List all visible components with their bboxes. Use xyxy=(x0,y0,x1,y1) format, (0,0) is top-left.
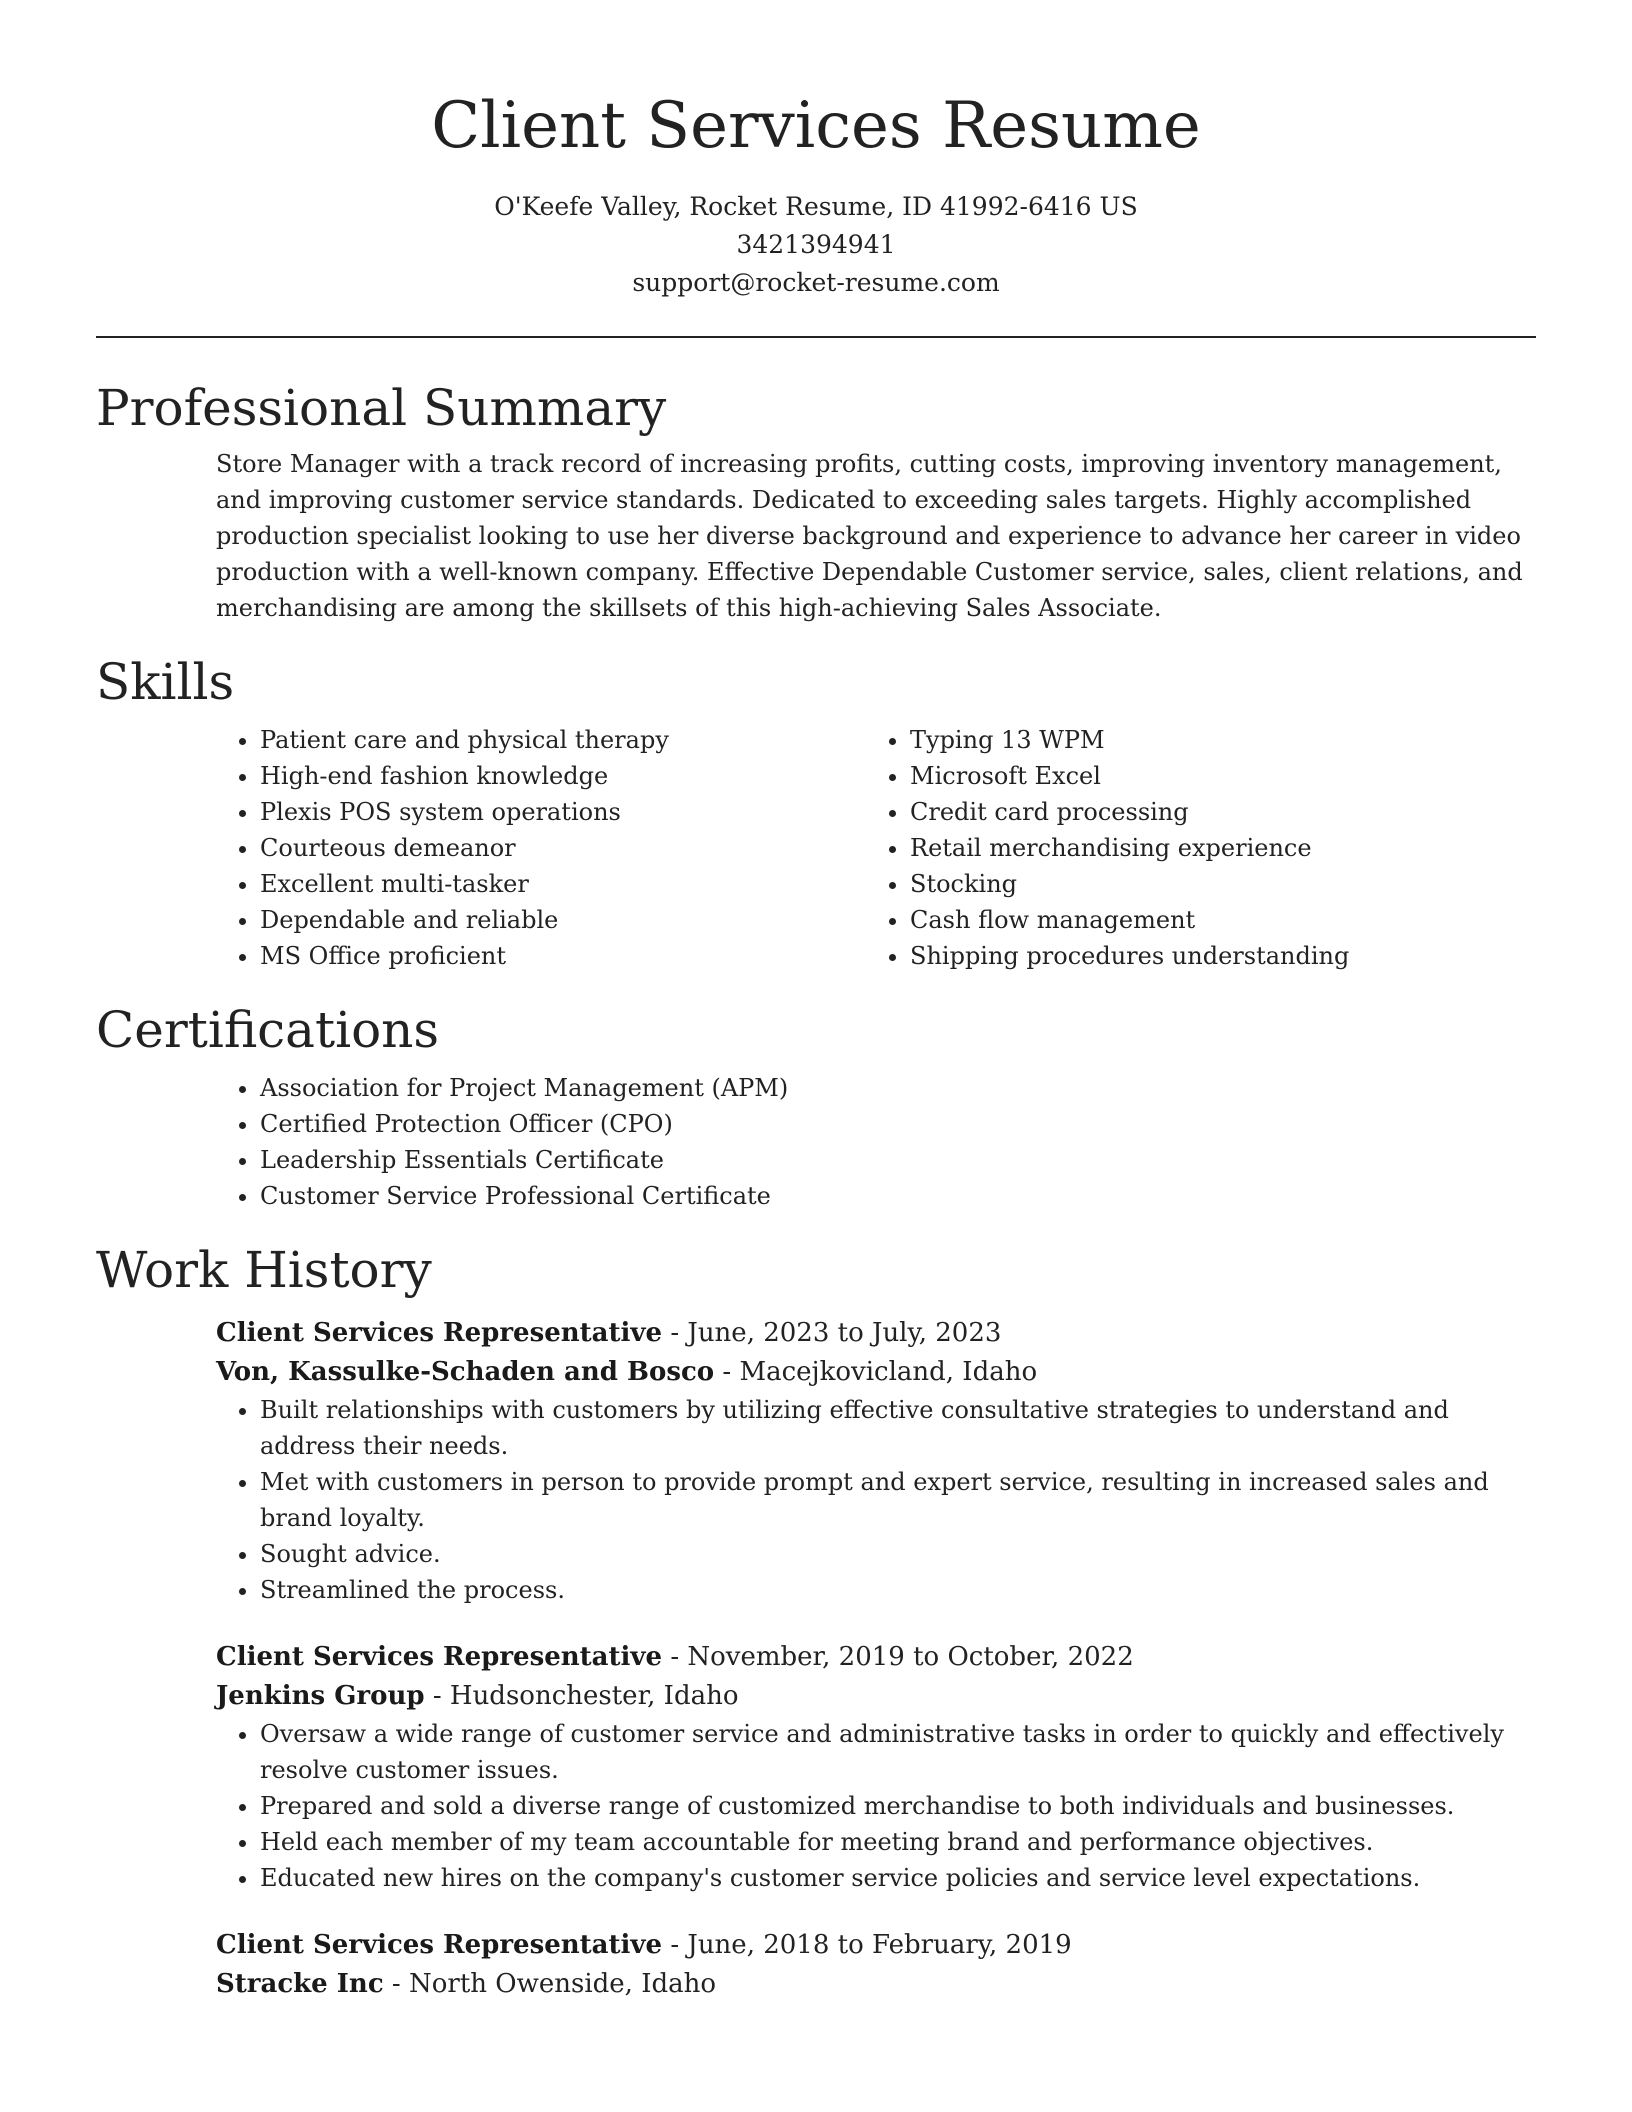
job-entry xyxy=(216,1638,1536,1896)
job-dates: June, 2023 to July, 2023 xyxy=(687,1318,1002,1348)
job-title-line: Client Services Representative - June, 2023 to July, 2023 xyxy=(216,1318,1002,1348)
certification-item: • Leadership Essentials Certificate xyxy=(260,1142,1536,1178)
skill-item: • MS Office proficient xyxy=(260,938,866,974)
section-title-work-history: Work History xyxy=(96,1241,432,1299)
job-bullet: • Met with customers in person to provide prompt and expert service, resulting in increased sales and brand loyalty. xyxy=(260,1464,1536,1536)
contact-phone: 3421394941 xyxy=(736,230,896,259)
skill-item: • Typing 13 WPM xyxy=(910,722,1516,758)
skill-item: • Cash flow management xyxy=(910,902,1516,938)
contact-block xyxy=(96,188,1536,302)
job-bullet: • Prepared and sold a diverse range of customized merchandise to both individuals and businesses. xyxy=(260,1788,1536,1824)
skill-item: • Shipping procedures understanding xyxy=(910,938,1516,974)
resume-title: Client Services Resume xyxy=(431,89,1201,163)
job-dates: June, 2018 to February, 2019 xyxy=(687,1930,1072,1960)
job-role: Client Services Representative xyxy=(216,1318,663,1348)
job-bullet: • Sought advice. xyxy=(260,1536,1536,1572)
skill-item: • Excellent multi-tasker xyxy=(260,866,866,902)
job-location: Hudsonchester, Idaho xyxy=(449,1681,739,1711)
job-bullet: • Streamlined the process. xyxy=(260,1572,1536,1608)
skill-item: • Stocking xyxy=(910,866,1516,902)
job-dates: November, 2019 to October, 2022 xyxy=(687,1642,1134,1672)
summary-text: Store Manager with a track record of increasing profits, cutting costs, improving inventory management, and improving customer service standards. Dedicated to exceeding sales targets. Highly accomplished production specialist looking to use her diverse background and experience to advance her career in video production with a well-known company. Effective Dependable Customer service, sales, client relations, and merchandising are among the skillsets of this high-achieving Sales Associate. xyxy=(216,450,1523,622)
skill-item: • Courteous demeanor xyxy=(260,830,866,866)
contact-address: O'Keefe Valley, Rocket Resume, ID 41992-6416 US xyxy=(494,192,1138,221)
certification-item: • Customer Service Professional Certificate xyxy=(260,1178,1536,1214)
skills-section xyxy=(96,652,1536,974)
contact-email: support@rocket-resume.com xyxy=(632,268,1000,297)
job-role: Client Services Representative xyxy=(216,1930,663,1960)
work-history-section xyxy=(96,1240,1536,2004)
job-company-line: Stracke Inc - North Owenside, Idaho xyxy=(216,1969,717,1999)
header-divider xyxy=(96,336,1536,338)
job-bullet: • Built relationships with customers by utilizing effective consultative strategies to understand and address their needs. xyxy=(260,1392,1536,1464)
skill-item: • Plexis POS system operations xyxy=(260,794,866,830)
job-location: Macejkovicland, Idaho xyxy=(739,1357,1038,1387)
job-bullets xyxy=(216,1716,1536,1896)
job-bullet: • Oversaw a wide range of customer service and administrative tasks in order to quickly and effectively resolve customer issues. xyxy=(260,1716,1536,1788)
certifications-list xyxy=(216,1070,1536,1214)
job-title-line: Client Services Representative - June, 2018 to February, 2019 xyxy=(216,1930,1072,1960)
job-entry xyxy=(216,1926,1536,2004)
skill-item: • Microsoft Excel xyxy=(910,758,1516,794)
skill-item: • Credit card processing xyxy=(910,794,1516,830)
job-entry xyxy=(216,1314,1536,1608)
skills-grid xyxy=(216,722,1536,974)
job-company: Stracke Inc xyxy=(216,1969,384,1999)
certification-item: • Association for Project Management (APM) xyxy=(260,1070,1536,1106)
professional-summary-section xyxy=(96,378,1536,626)
skill-item: • Dependable and reliable xyxy=(260,902,866,938)
job-title-line: Client Services Representative - November, 2019 to October, 2022 xyxy=(216,1642,1134,1672)
skill-item: • High-end fashion knowledge xyxy=(260,758,866,794)
certification-item: • Certified Protection Officer (CPO) xyxy=(260,1106,1536,1142)
skill-item: • Patient care and physical therapy xyxy=(260,722,866,758)
job-role: Client Services Representative xyxy=(216,1642,663,1672)
resume-page xyxy=(96,0,1536,2004)
skills-column-right xyxy=(866,722,1516,974)
section-title-skills: Skills xyxy=(96,653,235,711)
job-bullet: • Educated new hires on the company's customer service policies and service level expectations. xyxy=(260,1860,1536,1896)
section-title-summary: Professional Summary xyxy=(96,379,667,437)
job-bullets xyxy=(216,1392,1536,1608)
job-company-line: Von, Kassulke-Schaden and Bosco - Macejkovicland, Idaho xyxy=(216,1357,1038,1387)
section-title-certifications: Certifications xyxy=(96,1001,440,1059)
job-company-line: Jenkins Group - Hudsonchester, Idaho xyxy=(216,1681,739,1711)
skills-column-left xyxy=(216,722,866,974)
job-company: Jenkins Group xyxy=(216,1681,425,1711)
certifications-section xyxy=(96,1000,1536,1214)
skill-item: • Retail merchandising experience xyxy=(910,830,1516,866)
job-bullet: • Held each member of my team accountable for meeting brand and performance objectives. xyxy=(260,1824,1536,1860)
job-company: Von, Kassulke-Schaden and Bosco xyxy=(216,1357,715,1387)
job-location: North Owenside, Idaho xyxy=(409,1969,717,1999)
